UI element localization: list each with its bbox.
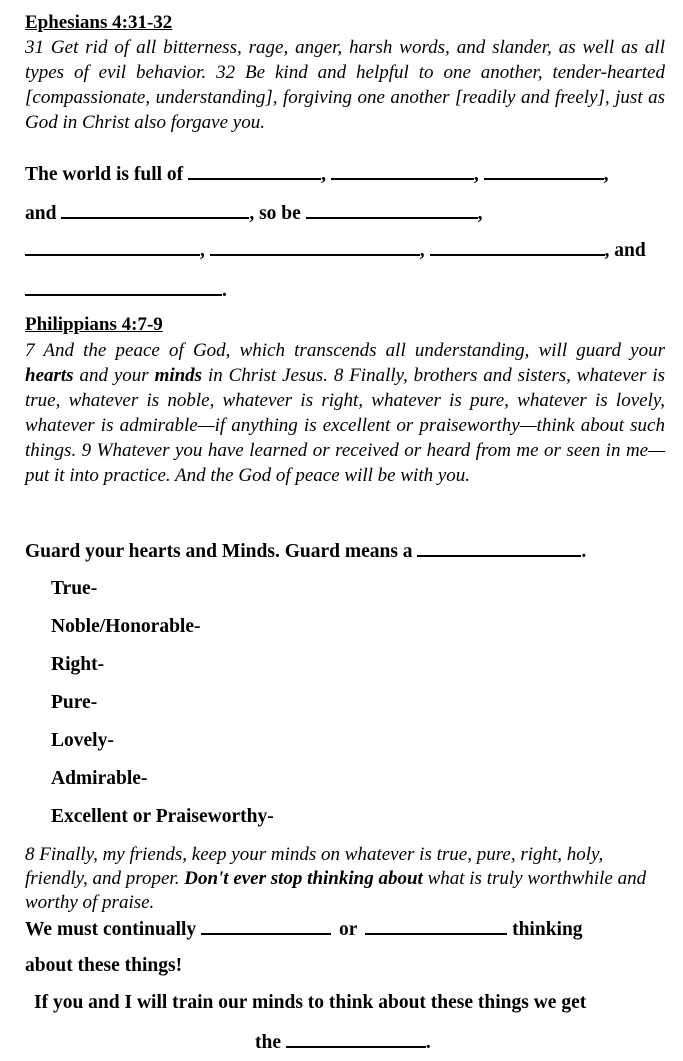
comma: , bbox=[477, 203, 483, 224]
thinking-text: thinking bbox=[512, 919, 583, 940]
philippians-reference: Philippians 4:7-9 bbox=[25, 314, 163, 335]
blank bbox=[201, 917, 331, 935]
world-line-1 bbox=[25, 162, 608, 186]
blank bbox=[25, 278, 222, 296]
comma: , bbox=[473, 164, 479, 185]
comma: , bbox=[419, 240, 425, 261]
list-item: Pure- bbox=[51, 692, 98, 713]
comma: , bbox=[603, 164, 609, 185]
blank bbox=[61, 201, 249, 219]
list-item: Admirable- bbox=[51, 768, 148, 789]
list-item: True- bbox=[51, 578, 98, 599]
list-item: Noble/Honorable- bbox=[51, 616, 201, 637]
blank bbox=[286, 1030, 426, 1048]
world-line-4 bbox=[25, 278, 227, 302]
the-text: the bbox=[255, 1032, 281, 1053]
continually-line bbox=[25, 917, 583, 941]
train-line-2 bbox=[255, 1030, 431, 1054]
list-item: Right- bbox=[51, 654, 105, 675]
or-text: or bbox=[338, 919, 358, 940]
ephesians-verse: 31 Get rid of all bitterness, rage, anger, harsh words, and slander, as well as all types of evil behavior. 32 Be kind and helpful to one another, tender-hearted [compassionate, understanding], forgiving one another [readily and freely], just as God in Christ also forgave you. bbox=[25, 37, 665, 133]
verse-bold-hearts: hearts bbox=[25, 365, 74, 386]
verse-text: and your bbox=[73, 365, 155, 386]
philippians-verse bbox=[25, 338, 665, 488]
guard-line bbox=[25, 539, 586, 563]
verse-text: what is truly worthwhile and worthy of praise. bbox=[25, 868, 647, 913]
world-and-end: , and bbox=[604, 240, 646, 261]
guard-text: Guard your hearts and Minds. Guard means a bbox=[25, 541, 413, 562]
verse-text: 8 Finally, my friends, keep your minds on whatever is true, pure, right, holy, friendly, and proper. bbox=[25, 844, 604, 889]
verse-text: in Christ Jesus. 8 Finally, brothers and sisters, whatever is true, whatever is noble, whatever is right, whatever is pure, whatever is lovely, whatever is admirable—if anything is excellent or praiseworthy—think about such things. 9 Whatever you have learned or received or heard from me or seen in me—put it into practice. And the God of peace will be with you. bbox=[25, 365, 666, 486]
world-line-3 bbox=[25, 238, 646, 262]
period: . bbox=[222, 280, 227, 301]
blank bbox=[188, 162, 321, 180]
blank bbox=[25, 238, 200, 256]
blank bbox=[331, 162, 474, 180]
about-line: about these things! bbox=[25, 955, 183, 976]
comma: , bbox=[200, 240, 205, 261]
list-item: Excellent or Praiseworthy- bbox=[51, 806, 274, 827]
blank bbox=[484, 162, 604, 180]
paraphrase-verse bbox=[25, 843, 665, 915]
list-item: Lovely- bbox=[51, 730, 114, 751]
blank bbox=[210, 238, 420, 256]
verse-bold-minds: minds bbox=[154, 365, 203, 386]
blank bbox=[417, 539, 581, 557]
comma: , bbox=[321, 164, 326, 185]
world-and: and bbox=[25, 203, 57, 224]
ephesians-reference: Ephesians 4:31-32 bbox=[25, 12, 173, 33]
train-line: If you and I will train our minds to think about these things we get bbox=[34, 992, 587, 1013]
period: . bbox=[581, 541, 587, 562]
period: . bbox=[425, 1032, 431, 1053]
world-line-1-text: The world is full of bbox=[25, 164, 184, 185]
virtue-list bbox=[51, 578, 274, 844]
world-line-2 bbox=[25, 201, 483, 225]
blank bbox=[430, 238, 605, 256]
verse-bold: Don't ever stop thinking about bbox=[184, 868, 423, 889]
continually-text: We must continually bbox=[25, 919, 197, 940]
blank bbox=[306, 201, 478, 219]
verse-text: 7 And the peace of God, which transcends all understanding, will guard your bbox=[25, 340, 665, 361]
world-so-be: , so be bbox=[249, 203, 301, 224]
blank bbox=[365, 917, 507, 935]
